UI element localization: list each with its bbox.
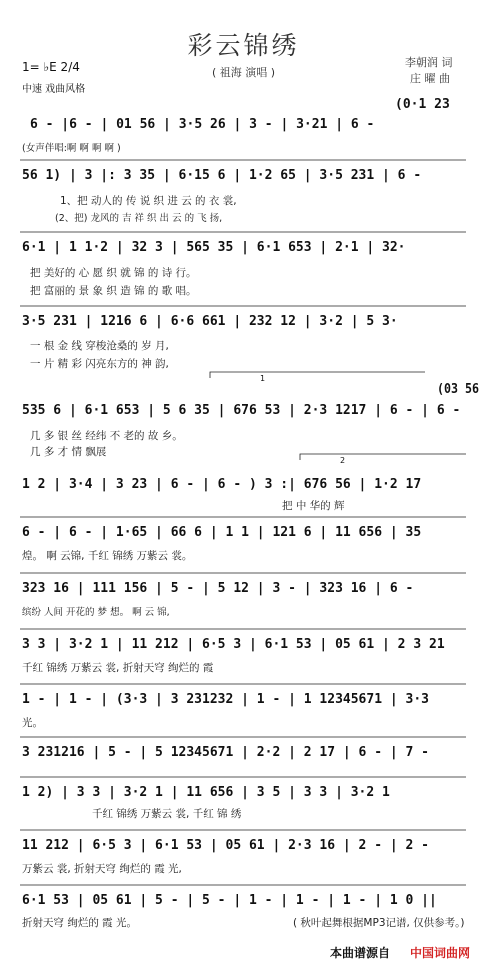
tempo-marking: 中速 戏曲风格	[22, 84, 86, 95]
notation-line: 6·1 | 1 1·2 | 32 3 | 565 35 | 6·1 653 | 2·1 | 32·	[22, 240, 406, 255]
lyric-line: 1、把 动人的 传 说 织 进 云 的 衣 裳,	[60, 195, 237, 207]
lyric-line: 一 根 金 线 穿梭沧桑的 岁 月,	[30, 340, 169, 352]
lyricist-credit: 李朝润 词	[405, 56, 453, 69]
notation-line: (0·1 23	[395, 97, 450, 112]
lyric-line: 煌。 啊 云锦, 千红 锦绣 万紫云 裳。	[22, 550, 193, 562]
lyric-line: 把 中 华的 辉	[282, 500, 345, 512]
lyric-line: 几 多 才 情 飘展	[30, 446, 107, 458]
lyric-line: 千红 锦绣 万紫云 裳, 折射天穹 绚烂的 霞	[22, 662, 214, 674]
footer-site-link[interactable]: 中国词曲网	[410, 946, 471, 960]
lyric-line: (2、把) 龙风的 吉 祥 织 出 云 的 飞 扬,	[55, 213, 223, 224]
notation-line: 1 - | 1 - | (3·3 | 3 231232 | 1 - | 1 12345671 | 3·3	[22, 692, 429, 707]
lyric-line: 把 美好的 心 愿 织 就 锦 的 诗 行。	[30, 267, 197, 279]
lyric-line: 折射天穹 绚烂的 霞 光。	[22, 917, 138, 929]
volta-two: 2	[340, 456, 346, 465]
notation-line: 323 16 | 111 156 | 5 - | 5 12 | 3 - | 323 16 | 6 -	[22, 581, 414, 596]
notation-line: 3 3 | 3·2 1 | 11 212 | 6·5 3 | 6·1 53 | 05 61 | 2 3 21	[22, 637, 445, 652]
lyric-line: 把 富丽的 景 象 织 造 锦 的 歌 唱。	[30, 285, 197, 297]
volta-one: 1	[260, 374, 266, 383]
singer-credit: ( 祖海 演唱 )	[211, 66, 276, 79]
notation-line: 1 2 | 3·4 | 3 23 | 6 - | 6 - ) 3 :| 676 56 | 1·2 17	[22, 477, 422, 492]
lyric-line: 几 多 银 丝 经纬 不 老的 故 乡。	[30, 430, 183, 442]
page-title: 彩云锦绣	[187, 31, 300, 60]
key-signature: 1= ♭E 2/4	[22, 60, 80, 74]
lyric-line: 光。	[22, 717, 43, 729]
notation-line: 3·5 231 | 1216 6 | 6·6 661 | 232 12 | 3·2 | 5 3·	[22, 314, 398, 329]
notation-line: 6 - | 6 - | 1·65 | 66 6 | 1 1 | 121 6 | 11 656 | 35	[22, 525, 422, 540]
notation-line: 1 2) | 3 3 | 3·2 1 | 11 656 | 3 5 | 3 3 | 3·2 1	[22, 785, 390, 800]
composer-credit: 庄 曜 曲	[410, 72, 450, 85]
lyric-line: 万紫云 裳, 折射天穹 绚烂的 霞 光,	[22, 863, 182, 875]
notation-line: 6 - |6 - | 01 56 | 3·5 26 | 3 - | 3·21 | 6 -	[30, 117, 375, 132]
notation-line: 3 231216 | 5 - | 5 12345671 | 2·2 | 2 17 | 6 - | 7 -	[22, 745, 429, 760]
notation-line: 535 6 | 6·1 653 | 5 6 35 | 676 53 | 2·3 1217 | 6 - | 6 -	[22, 403, 461, 418]
notation-line: 56 1) | 3 |: 3 35 | 6·15 6 | 1·2 65 | 3·5 231 | 6 -	[22, 168, 422, 183]
notation-line: 6·1 53 | 05 61 | 5 - | 5 - | 1 - | 1 - | 1 - | 1 0 ||	[22, 893, 437, 908]
notation-line: 11 212 | 6·5 3 | 6·1 53 | 05 61 | 2·3 16 | 2 - | 2 -	[22, 838, 429, 853]
lyric-line: 千红 锦绣 万紫云 裳, 千红 锦 绣	[92, 808, 242, 820]
lyric-line: 缤纷 人间 开花的 梦 想。 啊 云 锦,	[22, 607, 170, 618]
lyric-line: 一 片 精 彩 闪亮东方的 神 韵,	[30, 358, 169, 370]
footer-source-label: 本曲谱源自	[330, 946, 391, 960]
lyric-line: (女声伴唱:啊 啊 啊 啊 )	[22, 143, 121, 154]
notation-line: (03 56	[437, 382, 479, 397]
lyric-line: ( 秋叶起舞根据MP3记谱, 仅供参考。)	[293, 917, 465, 929]
